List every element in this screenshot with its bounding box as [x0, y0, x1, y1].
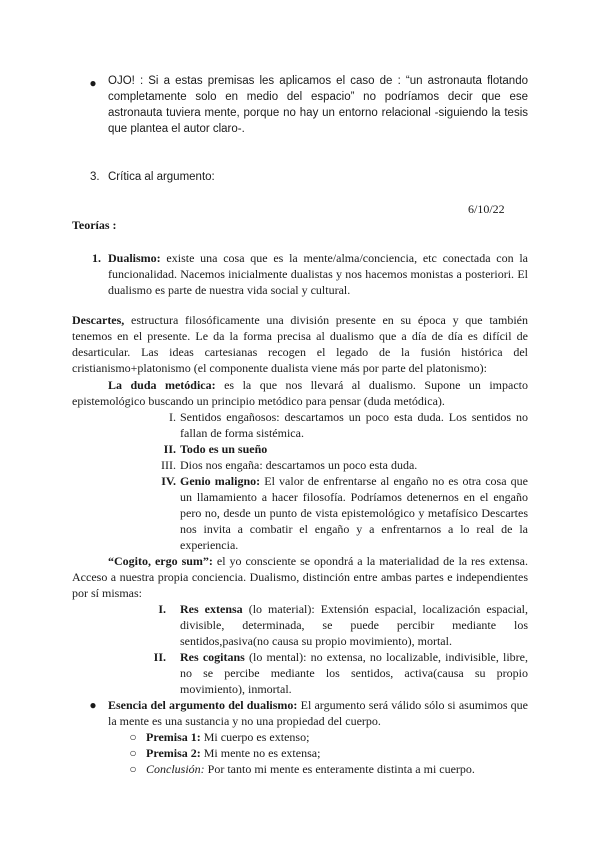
ojo-paragraph: [108, 73, 528, 137]
esencia-text: El argumento será válido sólo si asumimos que la mente es una sustancia y no una propiedad del cuerpo.: [108, 698, 528, 728]
premisa-text: Mi cuerpo es extenso;: [203, 730, 310, 744]
critica-heading: Crítica al argumento:: [108, 171, 215, 183]
premisa-text: Mi mente no es extensa;: [203, 746, 321, 760]
duda-item-numeral: IV.: [161, 474, 176, 488]
bullet-marker: ●: [89, 76, 97, 90]
genio-label: Genio maligno:: [180, 474, 265, 488]
descartes-text: estructura filosóficamente una división presente en su época y que también tenemos en el presente. Le da la forma precisa al dualismo que a día de día es difícil de desarticular. Las ideas cartesianas recogen el legado de la fusión histórica del cristianismo+platonismo (el componente dualista viene más por parte del platonismo):: [72, 313, 528, 375]
duda-label: La duda metódica:: [108, 378, 225, 392]
res-cogitans-item: [180, 649, 528, 697]
dualismo-number: 1.: [92, 251, 101, 265]
duda-item-genio: [180, 473, 528, 553]
premisa-label: Premisa 1:: [146, 730, 204, 744]
circle-bullet-icon: ○: [129, 762, 137, 776]
duda-item-numeral: I.: [169, 410, 176, 424]
duda-item-numeral: II.: [163, 442, 176, 456]
res-extensa-label: Res extensa: [180, 602, 249, 616]
dualismo-text: existe una cosa que es la mente/alma/conciencia, etc conectada con la funcionalidad. Nacemos inicialmente dualistas y nos hacemos monistas a posteriori. El dualismo es parte de nuestra vida social y cultural.: [108, 251, 529, 297]
ojo-text: Si a estas premisas les aplicamos el caso de : “un astronauta flotando completamente solo en medio del espacio” no podríamos decir que ese astronauta tuviera mente, porque no hay un entorno relacional -siguiendo la tesis que plantea el autor claro-.: [108, 75, 528, 135]
circle-bullet-icon: ○: [129, 730, 137, 744]
duda-item-numeral: III.: [161, 458, 176, 472]
dualismo-paragraph: [108, 250, 528, 298]
esencia-paragraph: [108, 697, 528, 729]
circle-bullet-icon: ○: [129, 746, 137, 760]
ojo-label: OJO! :: [108, 75, 149, 87]
res-numeral: I.: [158, 602, 166, 616]
cogito-paragraph: [72, 553, 528, 601]
res-numeral: II.: [153, 650, 166, 664]
duda-text: es la que nos llevará al dualismo. Supone un impacto epistemológico buscando un principio metódico para pensar (duda metódica).: [72, 378, 528, 408]
critica-number: 3.: [90, 171, 100, 183]
premisa-label: Premisa 2:: [146, 746, 204, 760]
premisa-item: [146, 745, 528, 761]
premisa-item: [146, 729, 528, 745]
duda-paragraph: [72, 377, 528, 409]
res-extensa-item: [180, 601, 528, 649]
conclusion-text: Por tanto mi mente es enteramente distinta a mi cuerpo.: [207, 762, 475, 776]
descartes-paragraph: [72, 312, 528, 376]
duda-item: Dios nos engaña: descartamos un poco esta duda.: [180, 458, 418, 472]
bullet-marker: ●: [89, 698, 97, 712]
date: 6/10/22: [468, 202, 505, 216]
cogito-label: “Cogito, ergo sum”:: [108, 554, 217, 568]
res-extensa-text: (lo material): Extensión espacial, localización espacial, divisible, determinada, se puede percibir mediante los sentidos,pasiva(no causa su propio movimiento), mortal.: [180, 602, 529, 648]
genio-text: El valor de enfrentarse al engaño no es otra cosa que un llamamiento a hacer filosofía. Podríamos detenernos en el engaño pero no, desde un punto de vista epistemológico y metafísico Descartes nos invita a combatir el engaño y a enfrentarnos a lo real de la experiencia.: [180, 474, 528, 552]
dualismo-label: Dualismo:: [108, 251, 167, 265]
cogito-text: el yo consciente se opondrá a la materialidad de la res extensa. Acceso a nuestra propia conciencia. Dualismo, distinción entre ambas partes e independientes por sí mismas:: [72, 554, 528, 600]
teorias-heading: Teorías :: [72, 218, 117, 232]
duda-item: Todo es un sueño: [180, 442, 268, 456]
conclusion-item: [146, 761, 528, 777]
esencia-label: Esencia del argumento del dualismo:: [108, 698, 301, 712]
res-cogitans-label: Res cogitans: [180, 650, 249, 664]
conclusion-label: Conclusión:: [146, 762, 208, 776]
duda-item: Sentidos engañosos: descartamos un poco esta duda. Los sentidos no fallan de forma sistémica.: [180, 410, 528, 440]
res-cogitans-text: (lo mental): no extensa, no localizable, indivisible, libre, no se percibe mediante los sentidos, activa(causa su propio movimiento), inmortal.: [180, 650, 528, 696]
descartes-label: Descartes,: [72, 313, 132, 327]
